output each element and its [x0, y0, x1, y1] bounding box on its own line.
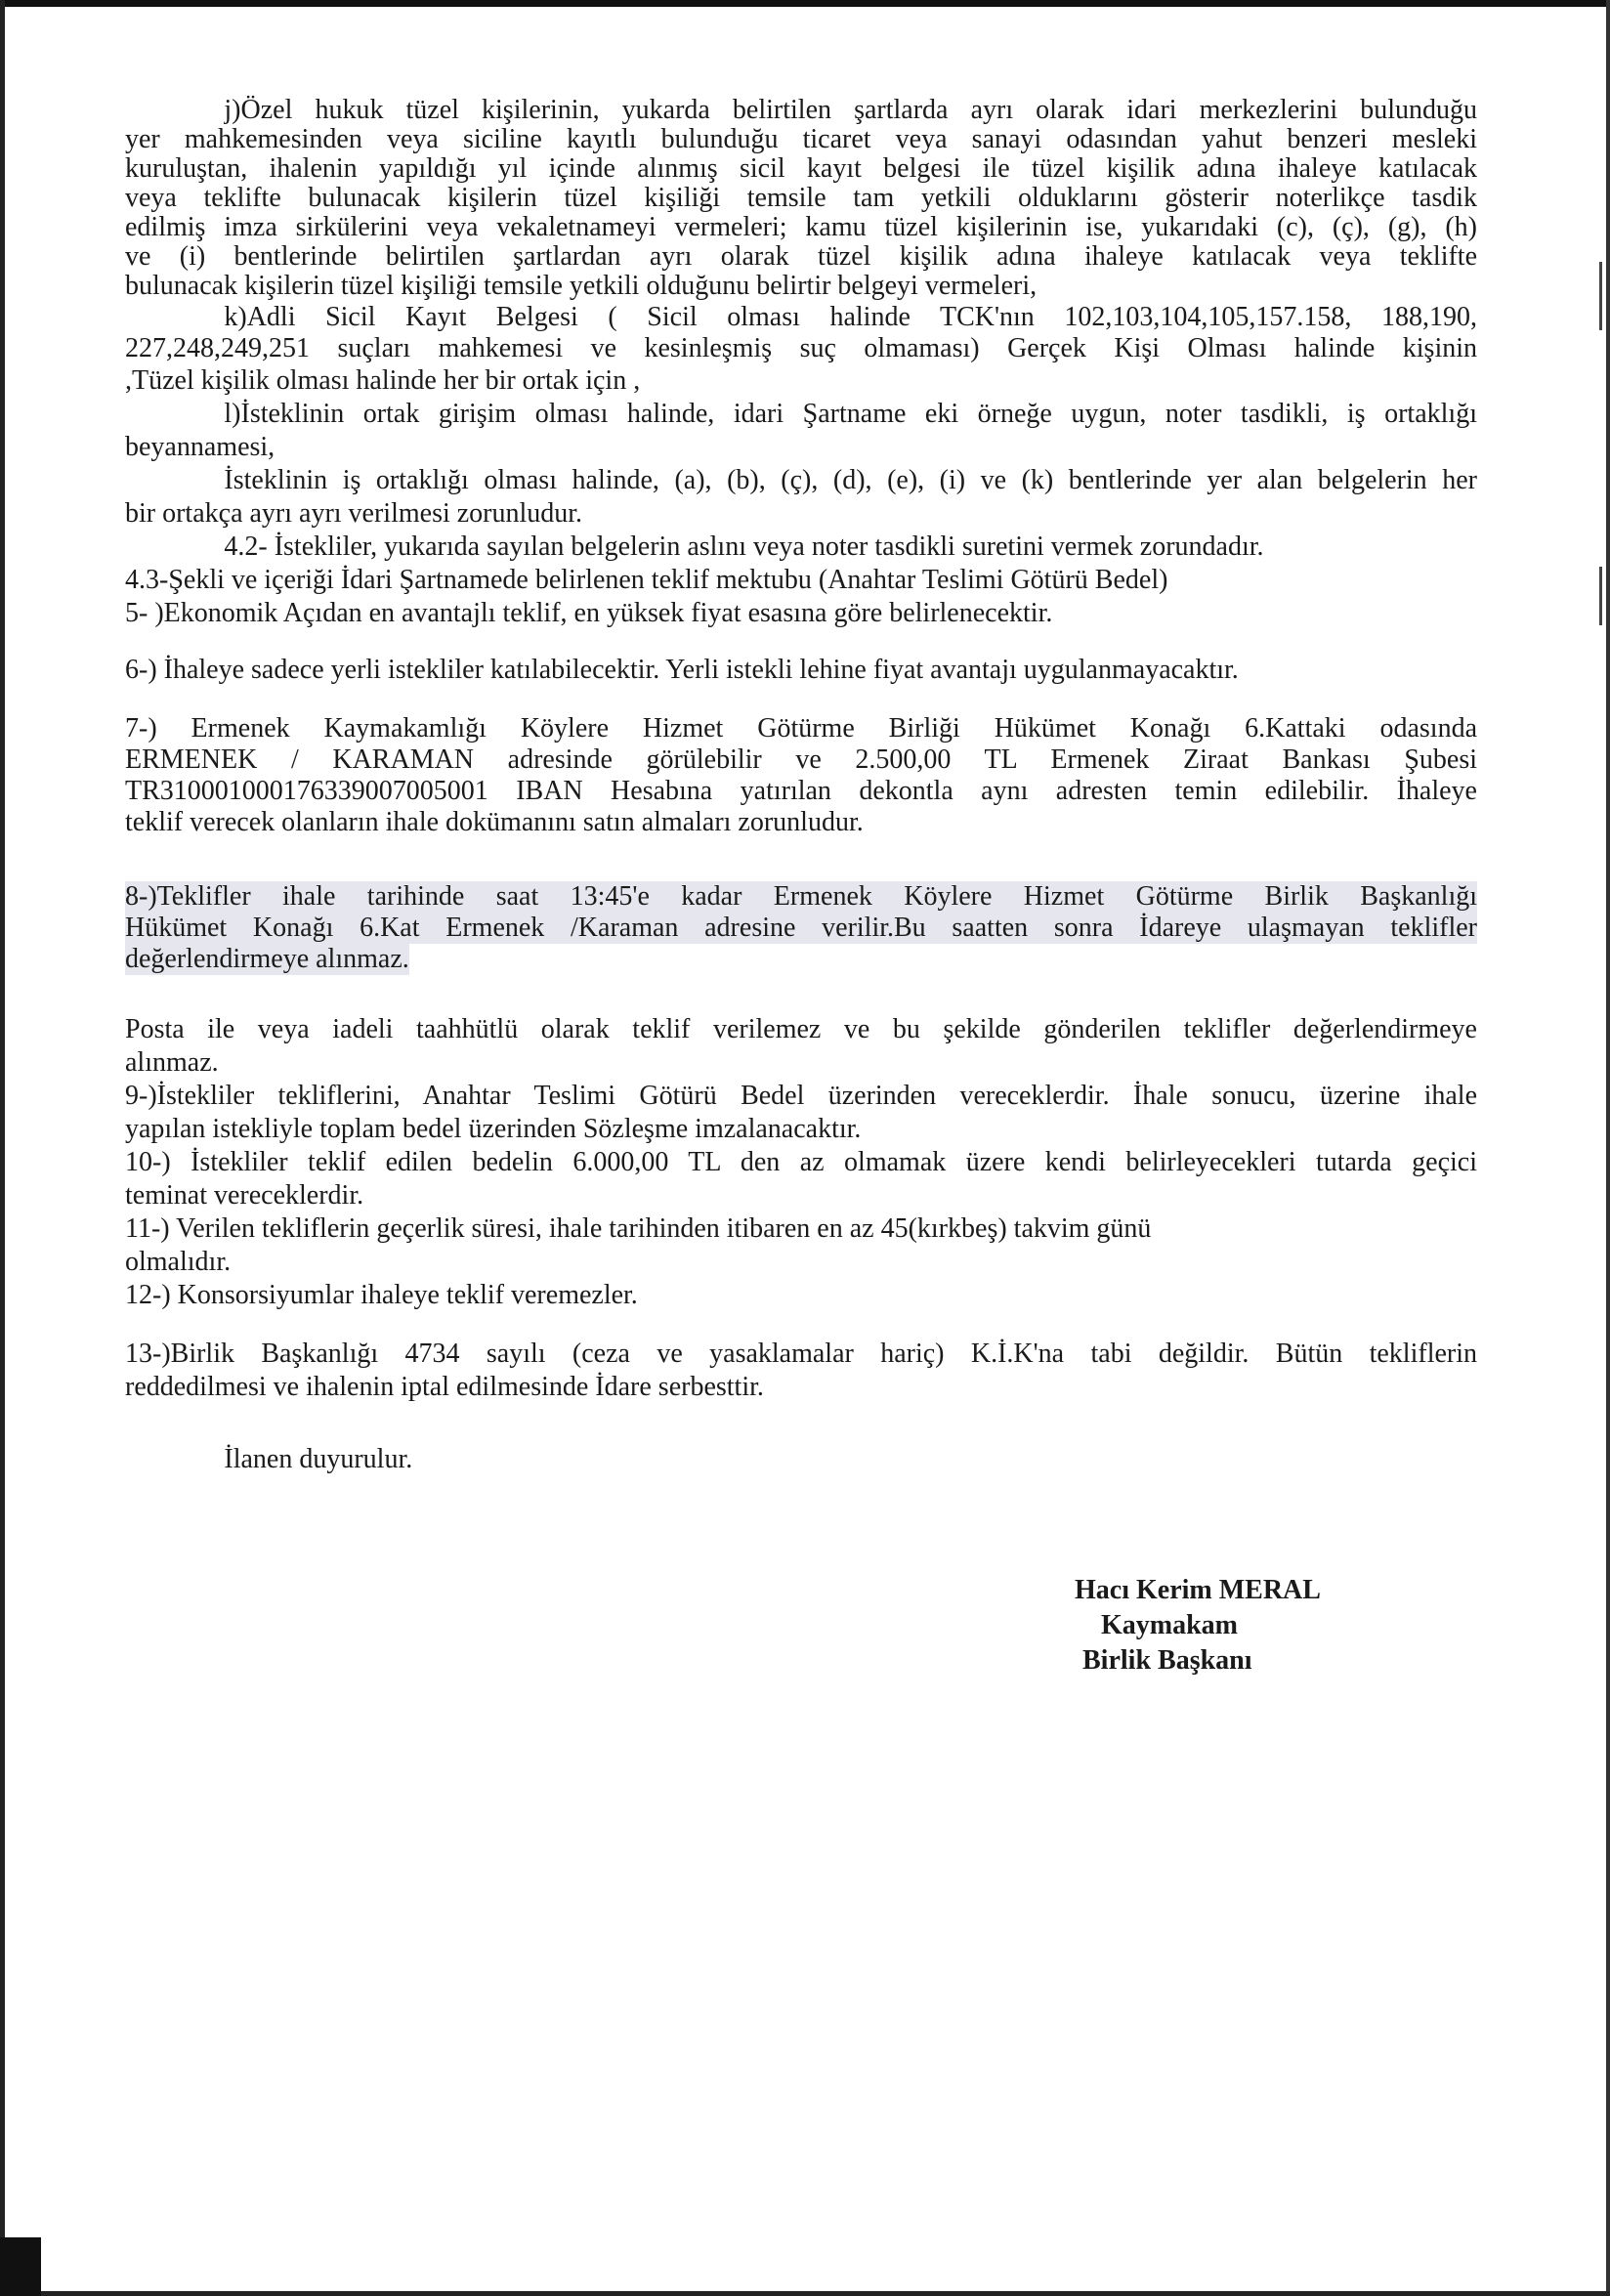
paragraph-line: olmalıdır.: [125, 1247, 232, 1277]
paragraph-line: 6-) İhaleye sadece yerli istekliler katılabilecektir. Yerli istekli lehine fiyat avantajı uygulanmayacaktır.: [125, 655, 1239, 685]
paragraph-line: 4.3-Şekli ve içeriği İdari Şartnamede belirlenen teklif mektubu (Anahtar Teslimi Götürü Bedel): [125, 565, 1168, 595]
paragraph-line: ve (i) bentlerinde belirtilen şartlardan ayrı olarak tüzel kişilik adına ihaleye katılacak veya teklifte: [125, 241, 1477, 272]
highlighted-paragraph-line: Hükümet Konağı 6.Kat Ermenek /Karaman adresine verilir.Bu saatten sonra İdareye ulaşmayan teklifler: [125, 913, 1477, 943]
signatory-position: Birlik Başkanı: [1082, 1645, 1252, 1676]
paragraph-line: k)Adli Sicil Kayıt Belgesi ( Sicil olması halinde TCK'nın 102,103,104,105,157.158, 188,190,: [224, 302, 1477, 332]
highlighted-paragraph-line: değerlendirmeye alınmaz.: [125, 944, 409, 974]
paragraph-line: 9-)İstekliler tekliflerini, Anahtar Teslimi Götürü Bedel üzerinden vereceklerdir. İhale sonucu, üzerine ihale: [125, 1081, 1477, 1111]
paragraph-line: reddedilmesi ve ihalenin iptal edilmesinde İdare serbesttir.: [125, 1372, 764, 1402]
paragraph-line: ,Tüzel kişilik olması halinde her bir ortak için ,: [125, 365, 641, 396]
paragraph-line: yapılan istekliyle toplam bedel üzerinden Sözleşme imzalanacaktır.: [125, 1114, 862, 1144]
paragraph-line: edilmiş imza sirkülerini veya vekaletnameyi vermeleri; kamu tüzel kişilerinin ise, yukarıdaki (c), (ç), (g), (h): [125, 212, 1477, 242]
paragraph-line: teklif verecek olanların ihale dokümanını satın almaları zorunludur.: [125, 807, 864, 837]
paragraph-line: bulunacak kişilerin tüzel kişiliği temsile yetkili olduğunu belirtir belgeyi vermeleri,: [125, 271, 1038, 301]
paragraph-line: 11-) Verilen tekliflerin geçerlik süresi, ihale tarihinden itibaren en az 45(kırkbeş) takvim günü: [125, 1213, 1152, 1244]
paragraph-line: Posta ile veya iadeli taahhütlü olarak teklif verilemez ve bu şekilde gönderilen teklifler değerlendirmeye: [125, 1014, 1477, 1044]
signatory-title: Kaymakam: [1101, 1610, 1238, 1640]
paragraph-line: veya teklifte bulunacak kişilerin tüzel kişiliği temsile tam yetkili olduklarını gösterir noterlikçe tasdik: [125, 183, 1477, 213]
paragraph-line: alınmaz.: [125, 1047, 219, 1078]
paragraph-line: j)Özel hukuk tüzel kişilerinin, yukarda belirtilen şartlarda ayrı olarak idari merkezlerini bulunduğu: [224, 95, 1477, 125]
paragraph-line: l)İsteklinin ortak girişim olması halinde, idari Şartname eki örneğe uygun, noter tasdikli, iş ortaklığı: [224, 399, 1477, 429]
signatory-name: Hacı Kerim MERAL: [1075, 1575, 1321, 1605]
paragraph-line: 13-)Birlik Başkanlığı 4734 sayılı (ceza ve yasaklamalar hariç) K.İ.K'na tabi değildir. Bütün tekliflerin: [125, 1339, 1477, 1369]
closing-line: İlanen duyurulur.: [224, 1444, 413, 1474]
paragraph-line: 12-) Konsorsiyumlar ihaleye teklif veremezler.: [125, 1280, 638, 1310]
paragraph-line: 10-) İstekliler teklif edilen bedelin 6.000,00 TL den az olmamak üzere kendi belirleyecekleri tutarda geçici: [125, 1147, 1477, 1177]
highlighted-paragraph-line: 8-)Teklifler ihale tarihinde saat 13:45'e kadar Ermenek Köylere Hizmet Götürme Birlik Başkanlığı: [125, 881, 1477, 912]
paragraph-line: İsteklinin iş ortaklığı olması halinde, (a), (b), (ç), (d), (e), (i) ve (k) bentlerinde yer alan belgelerin her: [224, 465, 1477, 495]
paragraph-line: 7-) Ermenek Kaymakamlığı Köylere Hizmet Götürme Birliği Hükümet Konağı 6.Kattaki odasında: [125, 713, 1477, 744]
paragraph-line: yer mahkemesinden veya siciline kayıtlı bulunduğu ticaret veya sanayi odasından yahut benzeri mesleki: [125, 124, 1477, 154]
paragraph-line: bir ortakça ayrı ayrı verilmesi zorunludur.: [125, 498, 583, 529]
paragraph-line: 5- )Ekonomik Açıdan en avantajlı teklif, en yüksek fiyat esasına göre belirlenecektir.: [125, 598, 1053, 628]
paragraph-line: 4.2- İstekliler, yukarıda sayılan belgelerin aslını veya noter tasdikli suretini vermek zorundadır.: [224, 531, 1264, 562]
paragraph-line: ERMENEK / KARAMAN adresinde görülebilir ve 2.500,00 TL Ermenek Ziraat Bankası Şubesi: [125, 744, 1477, 775]
paragraph-line: TR310001000176339007005001 IBAN Hesabına yatırılan dekontla aynı adresten temin edilebilir. İhaleye: [125, 776, 1477, 806]
paragraph-line: beyannamesi,: [125, 432, 275, 462]
paragraph-line: 227,248,249,251 suçları mahkemesi ve kesinleşmiş suç olmaması) Gerçek Kişi Olması halinde kişinin: [125, 333, 1477, 363]
paragraph-line: kuruluştan, ihalenin yapıldığı yıl içinde alınmış sicil kayıt belgesi ile tüzel kişilik adına ihaleye katılacak: [125, 153, 1477, 184]
paragraph-line: teminat vereceklerdir.: [125, 1180, 364, 1211]
